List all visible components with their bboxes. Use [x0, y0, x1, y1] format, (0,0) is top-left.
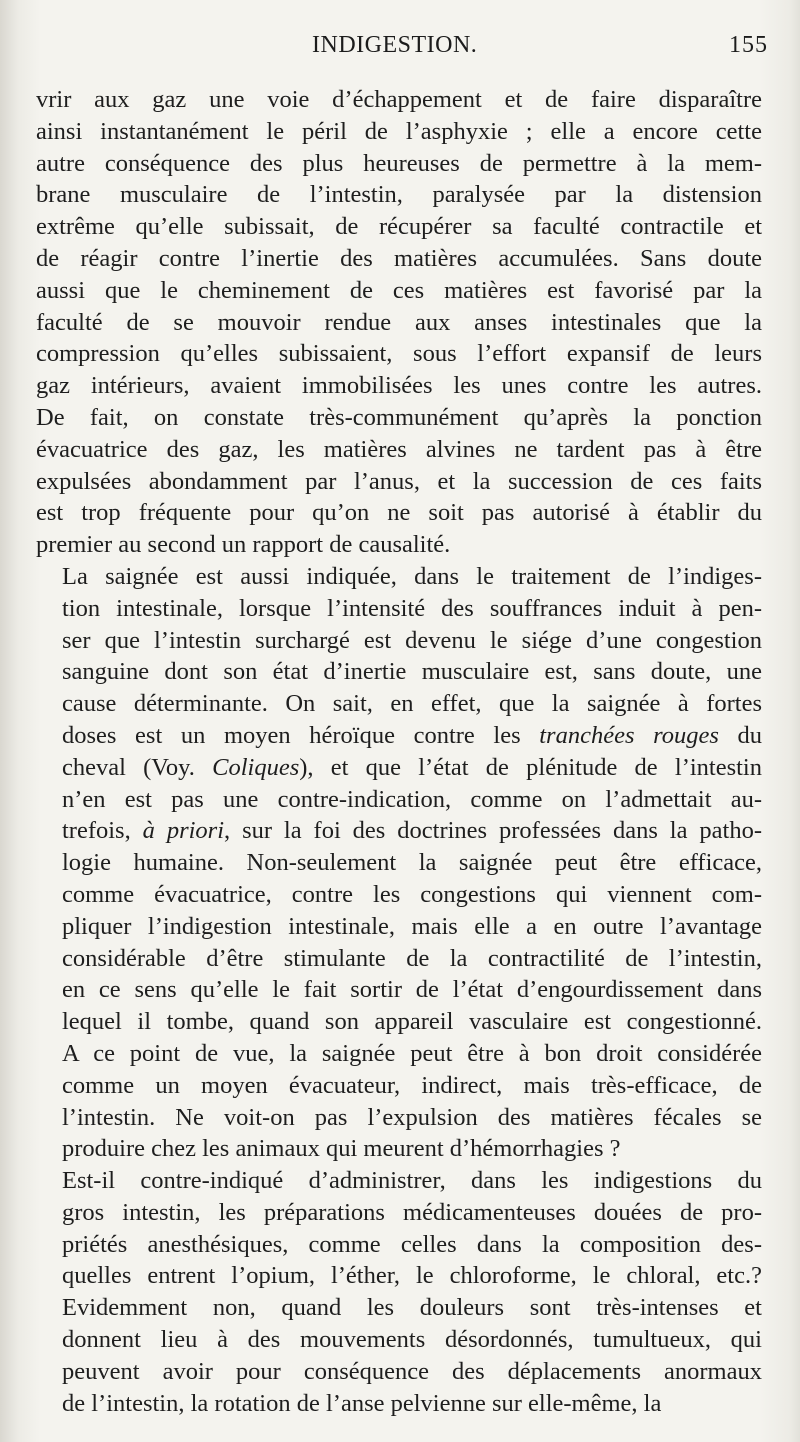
- text-line: gros intestin, les préparations médicamenteuses douées de pro-: [62, 1198, 762, 1226]
- text-line: lequel il tombe, quand son appareil vasculaire est congestionné.: [62, 1008, 762, 1036]
- text-line: ser que l’intestin surchargé est devenu le siége d’une congestion: [62, 626, 762, 654]
- text-line: l’intestin. Ne voit-on pas l’expulsion des matières fécales se: [62, 1103, 762, 1131]
- text-line: comme évacuatrice, contre les congestions qui viennent com-: [62, 880, 762, 908]
- text-line: expulsées abondamment par l’anus, et la succession de ces faits: [36, 467, 762, 495]
- text-line: aussi que le cheminement de ces matières est favorisé par la: [36, 276, 762, 304]
- text-line: extrême qu’elle subissait, de récupérer sa faculté contractile et: [36, 213, 762, 241]
- text-line: faculté de se mouvoir rendue aux anses intestinales que la: [36, 308, 762, 336]
- text-line: priétés anesthésiques, comme celles dans la composition des-: [62, 1230, 762, 1258]
- text-line: Est-il contre-indiqué d’administrer, dans les indigestions du: [62, 1167, 762, 1195]
- text-line: vrir aux gaz une voie d’échappement et de faire disparaître: [36, 86, 762, 113]
- text-line: peuvent avoir pour conséquence des déplacements anormaux: [62, 1357, 762, 1385]
- body-text: [36, 84, 762, 1419]
- text-line: A ce point de vue, la saignée peut être à bon droit considérée: [62, 1039, 762, 1067]
- page-header: [40, 30, 770, 64]
- text-line: De fait, on constate très-communément qu’après la ponction: [36, 403, 762, 431]
- text-line: trefois, à priori, sur la foi des doctrines professées dans la patho-: [62, 817, 763, 845]
- text-line: compression qu’elles subissaient, sous l’effort expansif de leurs: [36, 340, 762, 368]
- text-line: premier au second un rapport de causalité.: [36, 531, 451, 559]
- text-line: n’en est pas une contre-indication, comme on l’admettait au-: [62, 785, 762, 813]
- text-line: logie humaine. Non-seulement la saignée peut être efficace,: [62, 849, 762, 877]
- paragraph: [36, 84, 762, 561]
- text-line: pliquer l’indigestion intestinale, mais elle a en outre l’avantage: [62, 912, 762, 940]
- text-line: tion intestinale, lorsque l’intensité des souffrances induit à pen-: [62, 594, 762, 622]
- paragraph: [36, 1165, 762, 1419]
- paragraph: [36, 561, 762, 1165]
- text-line: comme un moyen évacuateur, indirect, mais très-efficace, de: [62, 1071, 762, 1099]
- text-line: Evidemment non, quand les douleurs sont très-intenses et: [62, 1294, 762, 1322]
- text-line: de l’intestin, la rotation de l’anse pelvienne sur elle-même, la: [62, 1389, 662, 1417]
- text-line: est trop fréquente pour qu’on ne soit pas autorisé à établir du: [36, 499, 762, 527]
- text-line: La saignée est aussi indiquée, dans le traitement de l’indiges-: [62, 562, 762, 590]
- running-title: INDIGESTION.: [312, 32, 478, 58]
- page-number: 155: [729, 32, 768, 58]
- text-line: cheval (Voy. Coliques), et que l’état de plénitude de l’intestin: [62, 753, 762, 781]
- text-line: donnent lieu à des mouvements désordonnés, tumultueux, qui: [62, 1326, 762, 1354]
- text-line: évacuatrice des gaz, les matières alvines ne tardent pas à être: [36, 435, 762, 463]
- text-line: de réagir contre l’inertie des matières accumulées. Sans doute: [36, 244, 762, 272]
- text-line: produire chez les animaux qui meurent d’hémorrhagies ?: [62, 1135, 621, 1163]
- text-line: autre conséquence des plus heureuses de permettre à la mem-: [36, 149, 762, 177]
- text-line: ainsi instantanément le péril de l’asphyxie ; elle a encore cette: [36, 117, 762, 145]
- text-line: quelles entrent l’opium, l’éther, le chloroforme, le chloral, etc.?: [62, 1262, 762, 1290]
- text-line: en ce sens qu’elle le fait sortir de l’état d’engourdissement dans: [62, 976, 762, 1004]
- text-line: doses est un moyen héroïque contre les tranchées rouges du: [62, 721, 762, 749]
- text-line: gaz intérieurs, avaient immobilisées les unes contre les autres.: [36, 372, 762, 400]
- text-line: sanguine dont son état d’inertie musculaire est, sans doute, une: [62, 658, 762, 686]
- text-line: brane musculaire de l’intestin, paralysée par la distension: [36, 181, 762, 209]
- text-line: cause déterminante. On sait, en effet, que la saignée à fortes: [62, 690, 762, 718]
- text-line: considérable d’être stimulante de la contractilité de l’intestin,: [62, 944, 762, 972]
